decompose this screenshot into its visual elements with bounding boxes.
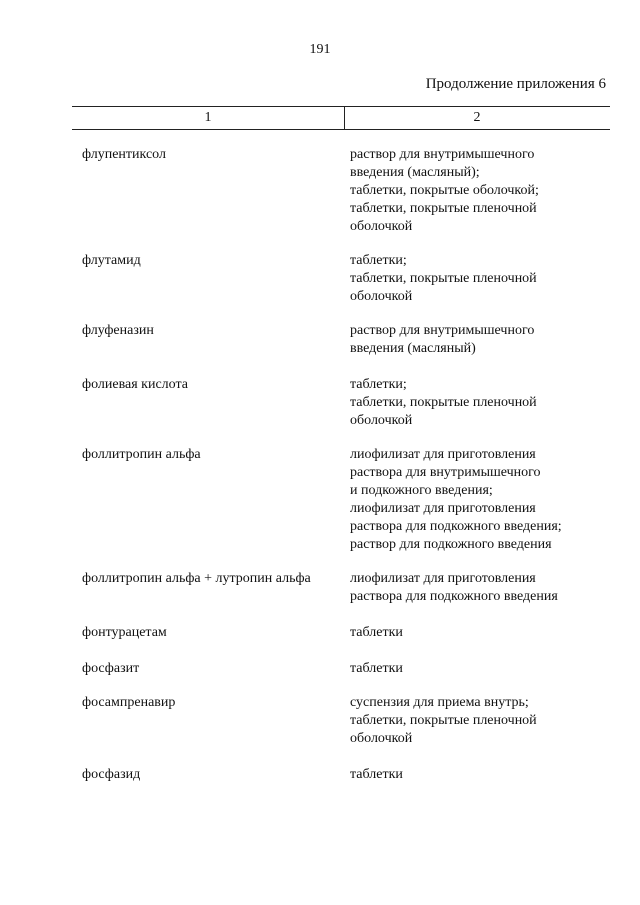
column-header-1: 1 <box>204 110 212 125</box>
table-row <box>82 694 612 748</box>
table-row <box>82 146 612 234</box>
table-row <box>82 624 612 642</box>
dosage-form: таблетки <box>350 625 403 640</box>
appendix-continuation-note: Продолжение приложения 6 <box>425 76 606 92</box>
table-row <box>82 376 612 430</box>
dosage-form: лиофилизат для приготовления раствора для подкожного введения <box>350 571 558 604</box>
dosage-form: таблетки; таблетки, покрытые пленочной оболочкой <box>350 377 537 428</box>
dosage-form: суспензия для приема внутрь; таблетки, покрытые пленочной оболочкой <box>350 695 537 746</box>
table-row <box>82 570 612 606</box>
drug-name: фонтурацетам <box>82 625 167 640</box>
drug-name: фоллитропин альфа + лутропин альфа <box>82 571 311 586</box>
dosage-form: таблетки <box>350 661 403 676</box>
table-row <box>82 446 612 554</box>
drug-name: флутамид <box>82 253 141 268</box>
dosage-form: таблетки <box>350 767 403 782</box>
drug-name: фосфазид <box>82 767 141 782</box>
dosage-form: таблетки; таблетки, покрытые пленочной оболочкой <box>350 253 537 304</box>
table-row <box>82 252 612 306</box>
drug-table-rows <box>82 146 612 784</box>
dosage-form: раствор для внутримышечного введения (масляный) <box>350 323 535 356</box>
drug-name: фоллитропин альфа <box>82 447 201 462</box>
drug-name: фосфазит <box>82 661 140 676</box>
column-header-2: 2 <box>473 110 481 125</box>
table-header <box>72 106 610 130</box>
drug-name: флуфеназин <box>82 323 154 338</box>
table-row <box>82 660 612 678</box>
dosage-form: лиофилизат для приготовления раствора для внутримышечного и подкожного введения; лиофилизат для приготовления раствора для подкожного введения; раствор для подкожного введения <box>350 447 562 552</box>
drug-name: фосампренавир <box>82 695 176 710</box>
drug-name: флупентиксол <box>82 147 166 162</box>
table-row <box>82 322 612 358</box>
dosage-form: раствор для внутримышечного введения (масляный); таблетки, покрытые оболочкой; таблетки, покрытые пленочной оболочкой <box>350 147 539 234</box>
table-row <box>82 766 612 784</box>
page-number: 191 <box>309 42 331 57</box>
drug-name: фолиевая кислота <box>82 377 188 392</box>
